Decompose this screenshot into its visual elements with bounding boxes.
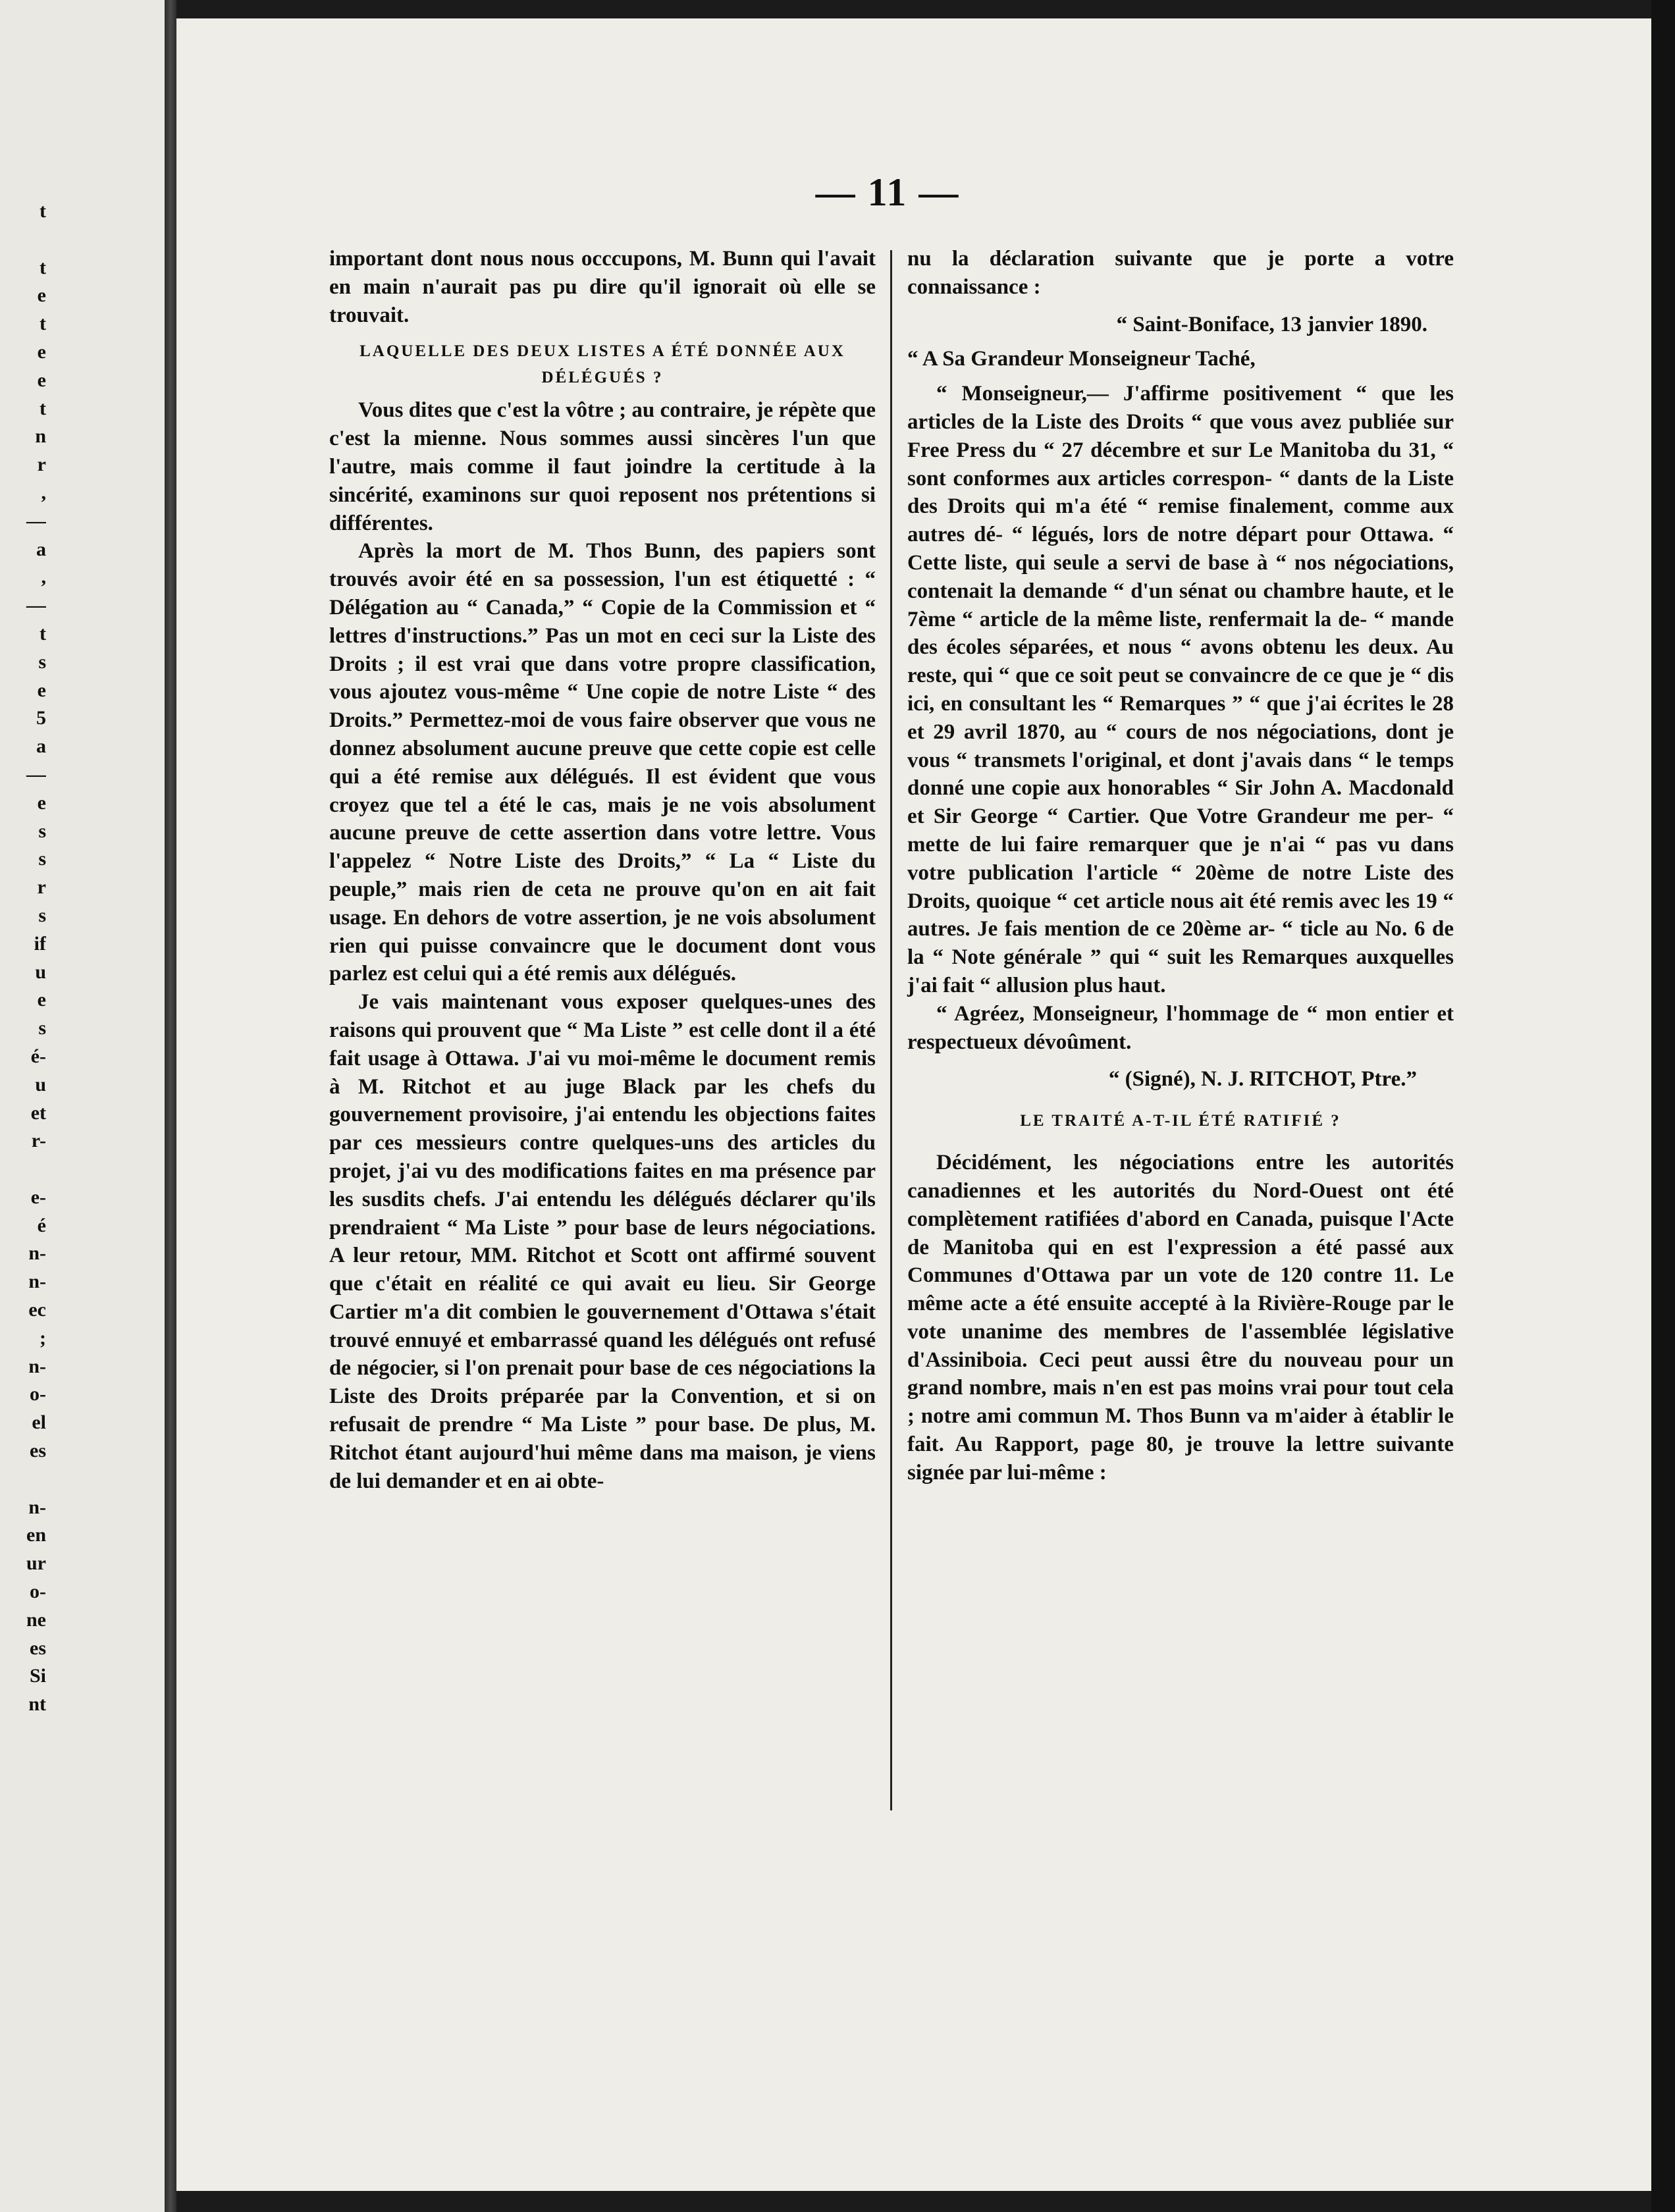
margin-fragment: — (26, 594, 46, 617)
margin-fragment: t (40, 313, 46, 335)
margin-fragment: n- (28, 1496, 46, 1518)
margin-fragment: s (38, 904, 46, 926)
margin-fragment: s (38, 1017, 46, 1040)
letter-body: “ Monseigneur,— J'affirme positivement “ que les articles de la Liste des Droits “ que vous avez publiée sur Free Press du “ 27 décembre et sur Le Manitoba du 31, “ sont conformes aux articles correspon- “ dants de la Liste des Droits qui m'a été “ remise finalement, comme aux autres dé- “ légués, lors de notre départ pour Ottawa. “ Cette liste, qui seule a servi de base à “ nos négociations, contenait la demande “ d'un sénat ou chambre haute, et le 7ème “ article de la même liste, renfermait la de- “ mande des écoles séparées, et nous “ avons obtenu les deux. Au reste, qui “ que ce soit peut se convaincre de ce que je “ dis ici, en consultant les “ Remarques ” “ que j'ai écrites le 28 et 29 avril 1870, au “ cours de nos négociations, dont je vous “ transmets l'original, et dont j'avais dans “ le temps donné une copie aux honorables “ Sir John A. Macdonald et Sir George “ Cartier. Que Votre Grandeur me per- “ mette de lui faire remarquer que je n'ai “ pas vu dans votre publication l'article “ 20ème de notre Liste des Droits, quoique “ cet article nous ait été remis avec les 19 “ autres. Je fais mention de ce 20ème ar- “ ticle au No. 6 de la “ Note générale ” qui “ suit les Remarques auxquelles j'ai fait “ allusion plus haut. (907, 382, 1454, 997)
section-heading: LE TRAITÉ A-T-IL ÉTÉ RATIFIÉ ? (1020, 1112, 1341, 1130)
margin-fragment: t (40, 397, 46, 419)
margin-fragment: n- (28, 1242, 46, 1265)
margin-fragment: s (38, 650, 46, 673)
margin-fragment: — (26, 510, 46, 532)
margin-fragment (0, 1155, 46, 1184)
page-edge (1651, 0, 1675, 2212)
margin-fragment: é- (30, 1045, 46, 1067)
margin-fragment: ; (40, 1327, 46, 1349)
margin-fragment: u (35, 961, 46, 983)
letter-dateline: “ Saint-Boniface, 13 janvier 1890. (1116, 312, 1427, 336)
margin-fragment: r (37, 454, 46, 476)
margin-fragment: n- (28, 1355, 46, 1377)
margin-fragment: es (30, 1637, 46, 1659)
margin-fragment: ne (26, 1608, 46, 1631)
margin-fragment: el (32, 1411, 46, 1434)
paragraph: important dont nous nous occcupons, M. Bunn qui l'avait en main n'aurait pas pu dire qu'il ignorait où elle se trouvait. (329, 247, 876, 327)
margin-fragment: o- (30, 1581, 46, 1603)
margin-fragment (0, 226, 46, 254)
margin-fragment: — (26, 763, 46, 785)
margin-fragment: if (34, 932, 46, 955)
margin-fragment: t (40, 200, 46, 222)
margin-fragment: r- (31, 1130, 46, 1152)
left-column (329, 245, 876, 1495)
page-number: — 11 — (815, 171, 960, 214)
margin-fragment: é (37, 1214, 46, 1236)
facing-page-margin (0, 0, 165, 2212)
letter-salutation: “ A Sa Grandeur Monseigneur Taché, (907, 347, 1256, 371)
margin-fragment: es (30, 1440, 46, 1462)
margin-fragment: n (35, 425, 46, 448)
paragraph: Je vais maintenant vous exposer quelques-unes des raisons qui prouvent que “ Ma Liste ” est celle dont il a été fait usage à Ottawa. J'ai vu moi-même le document remis à M. Ritchot et au juge Black par les chefs du gouvernement provisoire, j'ai entendu les objections faites par ces messieurs contre quelques-uns des articles du projet, j'ai vu des modifications faites en ma présence par les susdits chefs. J'ai entendu les délégués déclarer qu'ils prendraient “ Ma Liste ” pour base de leurs négociations. A leur retour, MM. Ritchot et Scott ont affirmé souvent que c'était en réalité ce qui avait eu lieu. Sir George Cartier m'a dit combien le gouvernement d'Ottawa s'était trouvé ennuyé et embarrassé quand les délégués ont refusé de négocier, si l'on prenait pour base de ces négociations la Liste des Droits préparée par la Convention, et si on refusait de prendre “ Ma Liste ” pour base. De plus, M. Ritchot étant aujourd'hui même dans ma maison, je viens de lui demander et en ai obte- (329, 990, 876, 1493)
letter-signature: “ (Signé), N. J. RITCHOT, Ptre.” (1108, 1067, 1417, 1092)
margin-fragment: ec (28, 1299, 46, 1321)
section-heading: LAQUELLE DES DEUX LISTES A ÉTÉ DONNÉE AUX DÉLÉGUÉS ? (359, 342, 845, 387)
margin-fragment: u (35, 1073, 46, 1095)
margin-fragment: et (30, 1101, 46, 1124)
margin-fragment: s (38, 820, 46, 842)
margin-fragment: e (37, 369, 46, 391)
margin-fragment: nt (28, 1693, 46, 1716)
margin-fragment: o- (30, 1383, 46, 1406)
paragraph: Après la mort de M. Thos Bunn, des papiers sont trouvés avoir été en sa possession, l'un est étiquetté : “ Délégation au “ Canada,” “ Copie de la Commission et “ lettres d'instructions.” Pas un mot en ceci sur la Liste des Droits ; il est vrai que dans votre propre classification, vous ajoutez vous-même “ Une copie de notre Liste “ des Droits.” Permettez-moi de vous faire observer que vous ne donnez absolument aucune preuve que cette copie est celle qui a été remise aux délégués. Il est évident que vous croyez que tel a été le cas, mais je ne vois absolument aucune preuve de cette assertion dans votre lettre. Vous l'appelez “ Notre Liste des Droits,” “ La “ Liste du peuple,” mais rien de ceta ne prouve qu'on en ait fait usage. En dehors de votre assertion, je ne vois absolument rien qui puisse convaincre que le document dont vous parlez est celui qui a été remis aux délégués. (329, 539, 876, 986)
margin-fragment: 5 (36, 707, 46, 729)
margin-fragment: e (37, 284, 46, 307)
margin-fragment: n- (28, 1271, 46, 1293)
margin-fragment: , (41, 566, 46, 589)
margin-fragment: e (37, 679, 46, 701)
margin-fragment (0, 1465, 46, 1494)
margin-fragment: en (26, 1524, 46, 1546)
margin-fragment: ur (26, 1552, 46, 1575)
margin-fragment: s (38, 848, 46, 870)
margin-fragment: e (37, 791, 46, 814)
margin-fragment: a (36, 735, 46, 758)
paragraph: nu la déclaration suivante que je porte a votre connaissance : (907, 247, 1454, 299)
page-fold (165, 0, 176, 2212)
facing-page-fragments (0, 198, 46, 1719)
margin-fragment: Si (29, 1665, 46, 1687)
paragraph: Vous dites que c'est la vôtre ; au contraire, je répète que c'est la mienne. Nous sommes aussi sincères l'un que l'autre, mais comme il faut joindre la certitude à la sincérité, examinons sur quoi reposent nos prétentions si différentes. (329, 398, 876, 535)
margin-fragment: e (37, 989, 46, 1011)
margin-fragment: e- (30, 1186, 46, 1208)
margin-fragment: a (36, 538, 46, 560)
paragraph: Décidément, les négociations entre les autorités canadiennes et les autorités du Nord-Ouest ont été complètement ratifiées d'abord en Canada, puisque l'Acte de Manitoba qui en est l'expression a été passé aux Communes d'Ottawa par un vote de 120 contre 11. Le même acte a été ensuite accepté à la Rivière-Rouge par le vote unanime des membres de l'assemblée législative d'Assiniboia. Ceci peut aussi être du nouveau pour un grand nombre, mais n'en est pas moins vrai pour tout cela ; notre ami commun M. Thos Bunn va m'aider à établir le fait. Au Rapport, page 80, je trouve la lettre suivante signée par lui-même : (907, 1151, 1454, 1485)
right-column (907, 245, 1454, 1487)
margin-fragment: t (40, 256, 46, 278)
letter-closing: “ Agréez, Monseigneur, l'hommage de “ mon entier et respectueux dévoûment. (907, 1001, 1454, 1054)
margin-fragment: e (37, 340, 46, 363)
column-divider (890, 250, 892, 1810)
margin-fragment: , (41, 481, 46, 504)
margin-fragment: r (37, 876, 46, 899)
margin-fragment: t (40, 622, 46, 645)
